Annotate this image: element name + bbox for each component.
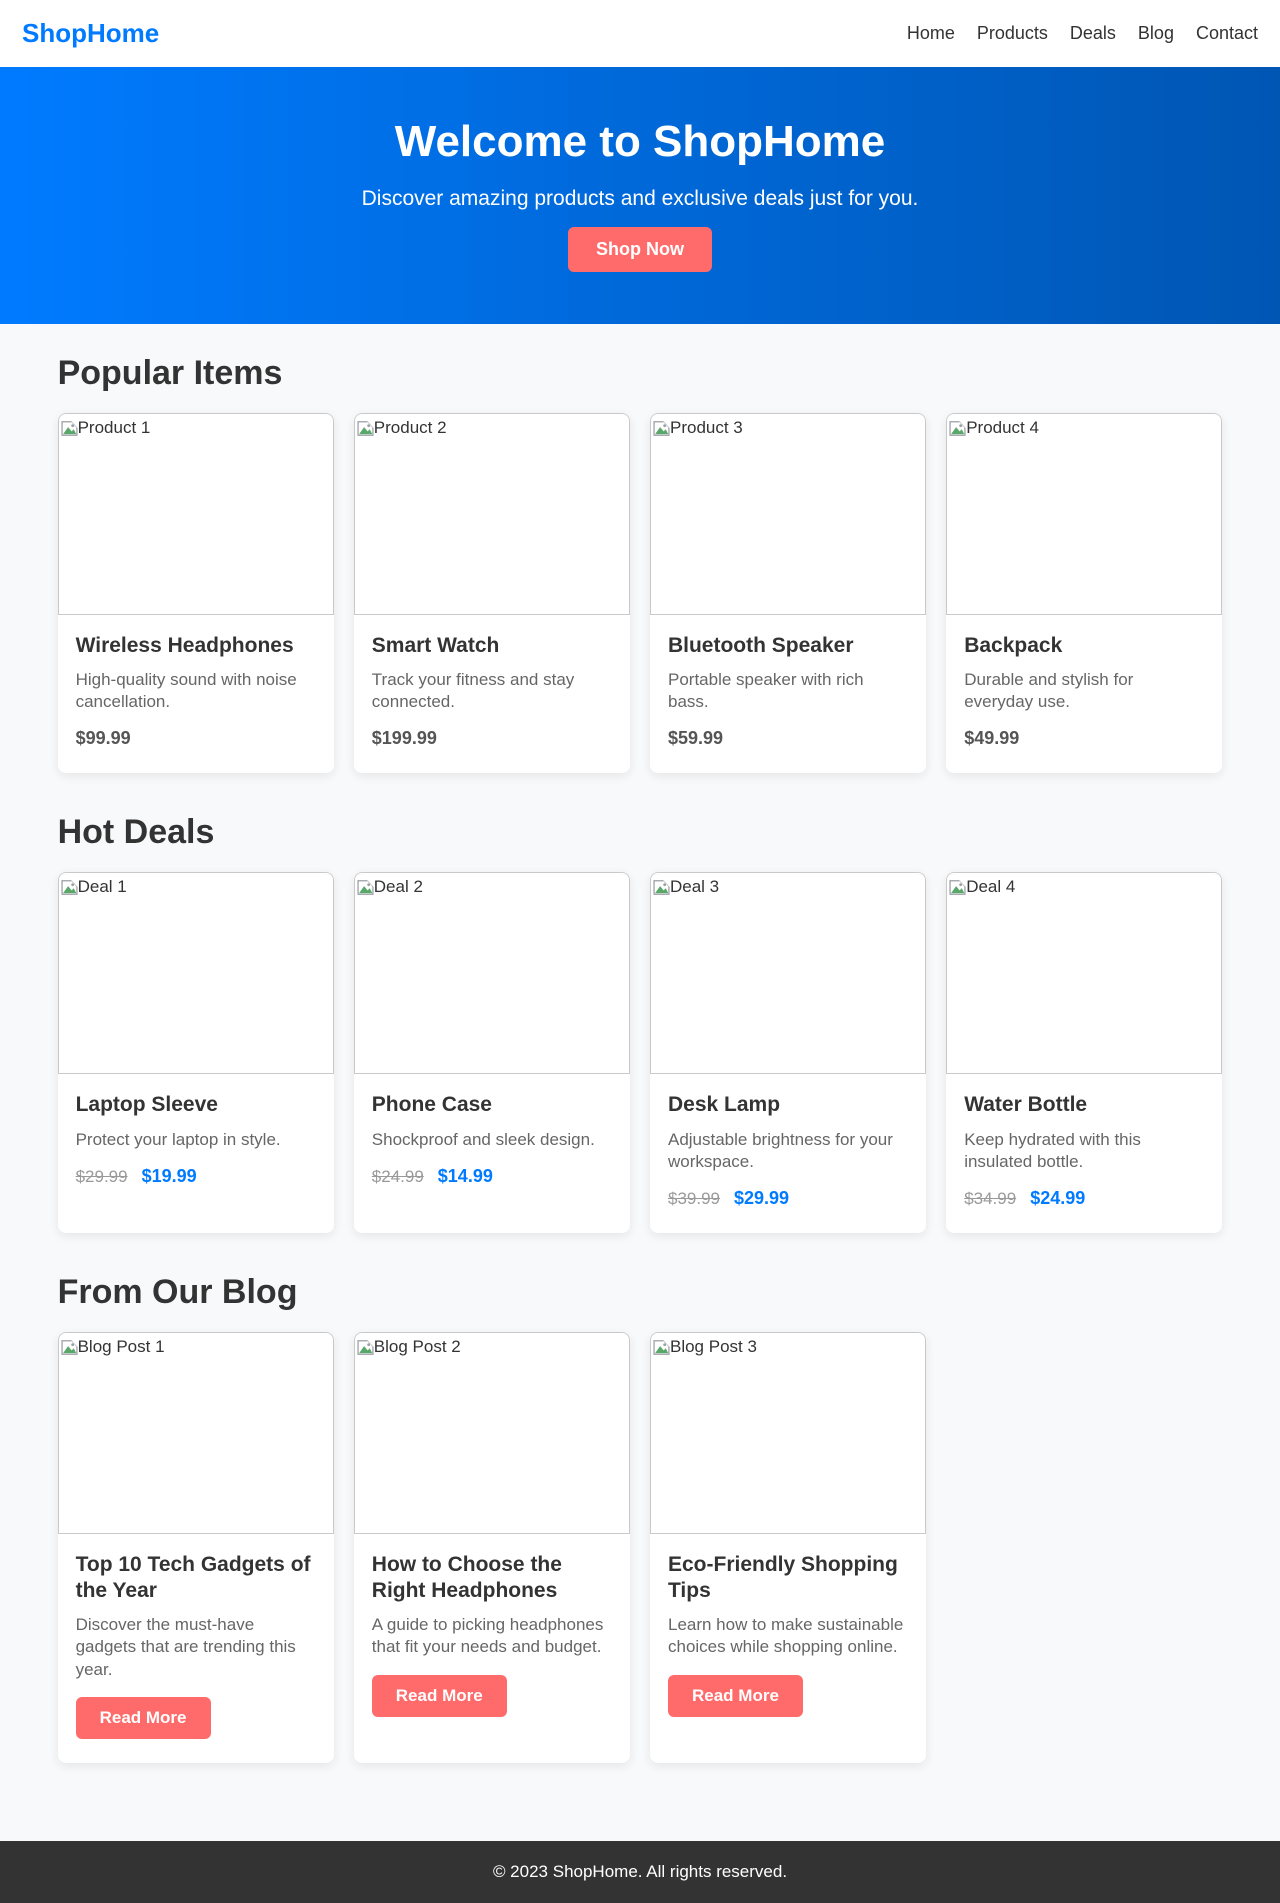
- blog-post-title: How to Choose the Right Headphones: [371, 1552, 562, 1603]
- blog-post-title: Top 10 Tech Gadgets of the Year: [75, 1552, 311, 1603]
- image-alt-text: Product 2: [373, 418, 447, 437]
- card-body: [946, 615, 1222, 773]
- hero-banner: [0, 67, 1280, 324]
- blog-post-description: A guide to picking headphones that fit your needs and budget.: [371, 1615, 604, 1657]
- product-card: [58, 413, 334, 773]
- site-footer: [0, 1841, 1280, 1903]
- deal-card: [946, 872, 1222, 1232]
- product-image-placeholder: [946, 413, 1222, 615]
- deal-image-placeholder: [650, 872, 926, 1074]
- deal-description: Keep hydrated with this insulated bottle.: [964, 1129, 1141, 1171]
- image-alt-text: Deal 4: [966, 877, 1016, 897]
- nav-item-home[interactable]: Home: [906, 23, 955, 43]
- deal-title: Desk Lamp: [667, 1093, 781, 1117]
- blog-grid: [58, 1332, 1223, 1763]
- image-alt-text: Product 1: [77, 418, 151, 437]
- product-description: High-quality sound with noise cancellation.: [75, 670, 297, 712]
- image-alt-text: Deal 2: [373, 877, 423, 897]
- deal-prices: [964, 1188, 1204, 1209]
- deal-prices: [668, 1188, 908, 1209]
- product-card: [650, 413, 926, 773]
- card-body: [650, 1074, 926, 1232]
- nav-item-deals[interactable]: Deals: [1069, 23, 1116, 43]
- card-body: [354, 1534, 630, 1741]
- broken-image-icon: [949, 420, 966, 443]
- image-alt-text: Product 4: [966, 418, 1039, 437]
- product-title: Wireless Headphones: [75, 634, 294, 657]
- product-price: $99.99: [75, 728, 131, 749]
- deal-description: Protect your laptop in style.: [75, 1129, 281, 1149]
- image-alt-text: Blog Post 3: [669, 1336, 757, 1356]
- deal-old-price: $39.99: [667, 1188, 720, 1208]
- broken-image-icon: [61, 1339, 78, 1362]
- read-more-button[interactable]: Read More: [372, 1675, 507, 1717]
- card-body: [354, 615, 630, 773]
- blog-card: [650, 1332, 926, 1763]
- image-alt-text: Deal 1: [77, 877, 127, 897]
- card-body: [58, 1074, 334, 1210]
- main-content: [58, 324, 1223, 1813]
- broken-image-icon: [357, 879, 374, 902]
- deal-card: [354, 872, 630, 1232]
- deal-card: [58, 872, 334, 1232]
- blog-post-description: Learn how to make sustainable choices while shopping online.: [667, 1615, 904, 1657]
- blog-card: [58, 1332, 334, 1763]
- main-nav: [907, 23, 1258, 44]
- deal-prices: [372, 1166, 612, 1187]
- deal-new-price: $14.99: [437, 1165, 493, 1186]
- deal-image-placeholder: [58, 872, 334, 1074]
- hot-deals-grid: [58, 872, 1223, 1232]
- image-alt-text: Product 3: [669, 418, 743, 437]
- deal-old-price: $29.99: [75, 1166, 128, 1186]
- card-body: [58, 1534, 334, 1763]
- product-image-placeholder: [650, 413, 926, 615]
- product-image-placeholder: [354, 413, 630, 615]
- card-body: [58, 615, 334, 773]
- blog-image-placeholder: [58, 1332, 334, 1534]
- product-description: Track your fitness and stay connected.: [371, 670, 575, 712]
- card-body: [354, 1074, 630, 1210]
- deal-new-price: $29.99: [733, 1187, 790, 1208]
- deal-description: Shockproof and sleek design.: [371, 1129, 595, 1149]
- deal-new-price: $19.99: [141, 1165, 197, 1186]
- deal-old-price: $34.99: [964, 1188, 1017, 1208]
- product-title: Smart Watch: [371, 634, 500, 657]
- broken-image-icon: [949, 879, 966, 902]
- product-price: $199.99: [371, 728, 437, 749]
- card-body: [650, 1534, 926, 1741]
- blog-post-title: Eco-Friendly Shopping Tips: [667, 1552, 898, 1603]
- hot-deals-heading: Hot Deals: [57, 813, 215, 852]
- popular-items-grid: [58, 413, 1223, 773]
- image-alt-text: Blog Post 2: [373, 1336, 461, 1356]
- blog-image-placeholder: [650, 1332, 926, 1534]
- product-card: [354, 413, 630, 773]
- product-image-placeholder: [58, 413, 334, 615]
- broken-image-icon: [357, 420, 374, 443]
- read-more-button[interactable]: Read More: [76, 1697, 211, 1739]
- deal-image-placeholder: [946, 872, 1222, 1074]
- product-title: Bluetooth Speaker: [667, 634, 854, 657]
- product-price: $59.99: [667, 728, 724, 749]
- deal-title: Water Bottle: [964, 1093, 1088, 1117]
- hero-subtitle: Discover amazing products and exclusive deals just for you.: [361, 187, 919, 210]
- read-more-button[interactable]: Read More: [668, 1675, 803, 1717]
- deal-new-price: $24.99: [1030, 1187, 1086, 1208]
- broken-image-icon: [61, 420, 78, 443]
- deal-image-placeholder: [354, 872, 630, 1074]
- blog-heading: From Our Blog: [57, 1272, 298, 1311]
- nav-item-contact[interactable]: Contact: [1195, 23, 1258, 43]
- blog-image-placeholder: [354, 1332, 630, 1534]
- nav-item-blog[interactable]: Blog: [1137, 23, 1174, 43]
- image-alt-text: Deal 3: [669, 877, 720, 897]
- product-description: Portable speaker with rich bass.: [667, 670, 864, 712]
- deal-card: [650, 872, 926, 1232]
- deal-prices: [76, 1166, 316, 1187]
- broken-image-icon: [61, 879, 78, 902]
- deal-title: Laptop Sleeve: [75, 1093, 218, 1117]
- card-body: [946, 1074, 1222, 1232]
- popular-items-heading: Popular Items: [57, 354, 283, 392]
- product-card: [946, 413, 1222, 773]
- image-alt-text: Blog Post 1: [77, 1336, 165, 1356]
- nav-item-products[interactable]: Products: [976, 23, 1048, 43]
- broken-image-icon: [653, 420, 670, 443]
- card-body: [650, 615, 926, 773]
- product-price: $49.99: [964, 728, 1020, 749]
- broken-image-icon: [653, 879, 670, 902]
- logo[interactable]: ShopHome: [22, 18, 160, 48]
- footer-copyright: © 2023 ShopHome. All rights reserved.: [492, 1861, 788, 1881]
- hero-title: Welcome to ShopHome: [394, 117, 886, 166]
- blog-post-description: Discover the must-have gadgets that are trending this year.: [75, 1615, 296, 1679]
- shop-now-button[interactable]: Shop Now: [568, 227, 712, 272]
- blog-card: [354, 1332, 630, 1763]
- deal-description: Adjustable brightness for your workspace.: [667, 1129, 893, 1171]
- broken-image-icon: [653, 1339, 670, 1362]
- product-description: Durable and stylish for everyday use.: [964, 670, 1134, 712]
- deal-title: Phone Case: [371, 1093, 492, 1117]
- product-title: Backpack: [964, 634, 1063, 657]
- deal-old-price: $24.99: [371, 1166, 424, 1186]
- broken-image-icon: [357, 1339, 374, 1362]
- site-header: [0, 0, 1280, 67]
